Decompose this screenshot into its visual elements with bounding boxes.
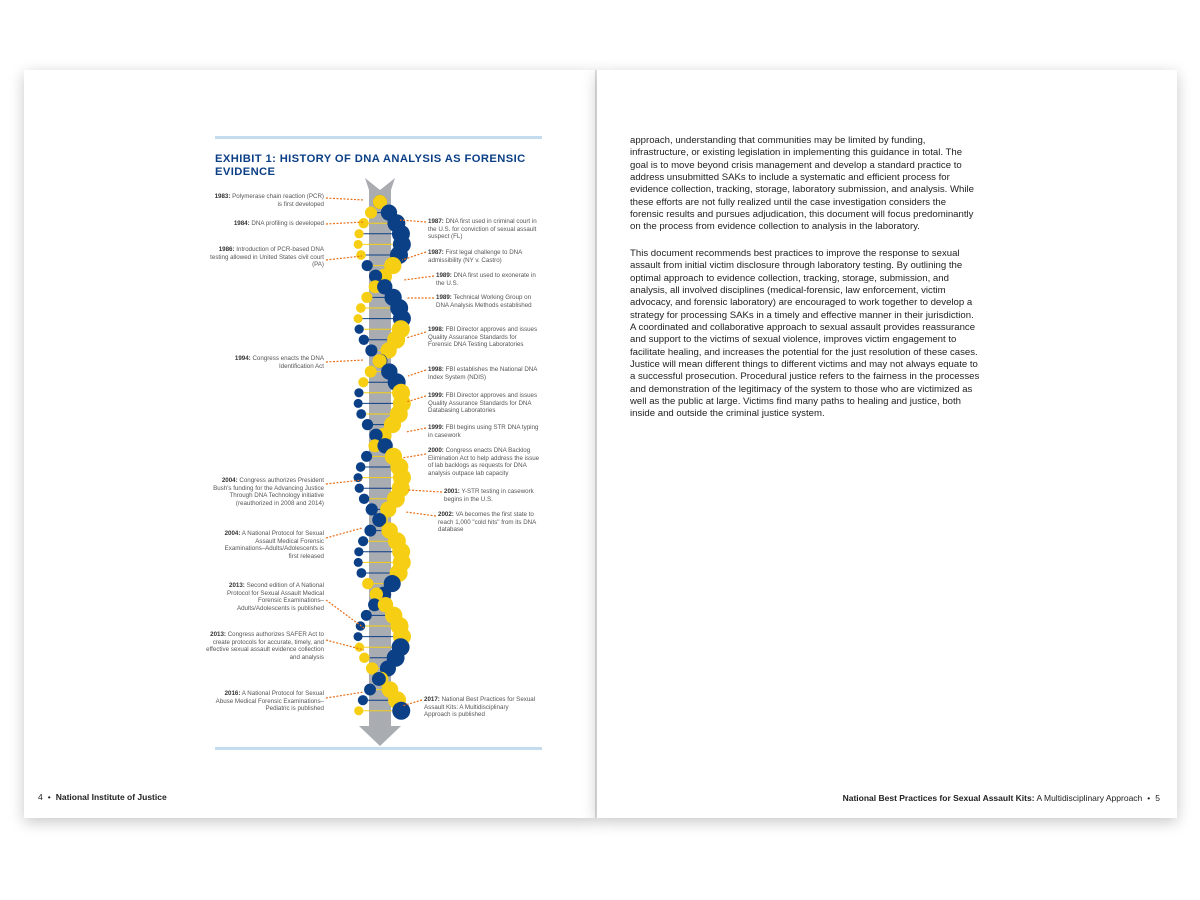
page-number: 5 bbox=[1155, 793, 1160, 803]
timeline-event-1987-court: 1987: DNA first used in criminal court in the U.S. for conviction of sexual assault suspect (FL) bbox=[428, 218, 537, 241]
footer-publisher: National Institute of Justice bbox=[55, 792, 167, 802]
helix-node bbox=[361, 451, 372, 462]
helix-node bbox=[365, 344, 377, 356]
timeline-event-1986: 1986: Introduction of PCR-based DNA testing allowed in United States civil court (PA) bbox=[210, 246, 324, 269]
helix-node bbox=[356, 409, 366, 419]
helix-node bbox=[354, 706, 363, 715]
helix-node bbox=[354, 632, 363, 641]
timeline-event-2004-protocol: 2004: A National Protocol for Sexual Assault Medical Forensic Examinations–Adults/Adolescents is first released bbox=[224, 530, 324, 560]
helix-node bbox=[362, 578, 373, 589]
helix-node bbox=[356, 568, 366, 578]
timeline-event-2001: 2001: Y-STR testing in casework begins in the U.S. bbox=[444, 488, 534, 503]
timeline-connector bbox=[326, 528, 362, 538]
helix-node bbox=[366, 503, 378, 515]
timeline-event-1998-qas: 1998: FBI Director approves and issues Quality Assurance Standards for Forensic DNA Testing Laboratories bbox=[428, 326, 538, 349]
timeline-connector bbox=[408, 370, 426, 376]
timeline-event-2004-funding: 2004: Congress authorizes President Bush's funding for the Advancing Justice Through DNA Technology initiative (reauthorized in 2008 and 2014) bbox=[213, 477, 324, 507]
left-page bbox=[24, 70, 596, 818]
timeline-event-1984: 1984: DNA profiling is developed bbox=[233, 220, 324, 227]
helix-node bbox=[362, 419, 373, 430]
helix-node bbox=[355, 325, 364, 334]
timeline-event-2016: 2016: A National Protocol for Sexual Abuse Medical Forensic Examinations–Pediatric is published bbox=[215, 690, 324, 713]
helix-node bbox=[354, 399, 363, 408]
helix-node bbox=[356, 303, 366, 313]
timeline-connector bbox=[408, 490, 442, 492]
footer-bullet: • bbox=[47, 792, 51, 802]
helix-node bbox=[358, 218, 368, 228]
helix-node bbox=[358, 536, 368, 546]
timeline-event-1989-twgdam: 1989: Technical Working Group on DNA Analysis Methods established bbox=[436, 294, 532, 309]
footer-bullet: • bbox=[1147, 793, 1151, 803]
timeline-event-1989-exonerate: 1989: DNA first used to exonerate in the U.S. bbox=[436, 272, 536, 287]
footer-title-bold: National Best Practices for Sexual Assault Kits: bbox=[842, 793, 1035, 803]
helix-node bbox=[361, 292, 372, 303]
helix-node bbox=[362, 260, 373, 271]
right-page bbox=[597, 70, 1177, 818]
helix-node bbox=[354, 229, 363, 238]
timeline-connector bbox=[404, 276, 434, 280]
timeline-event-1999-qas: 1999: FBI Director approves and issues Quality Assurance Standards for DNA Databasing Laboratories bbox=[428, 392, 538, 415]
timeline-connector bbox=[326, 198, 364, 200]
timeline-event-2013-safer: 2013: Congress authorizes SAFER Act to create protocols for accurate, timely, and effective sexual assault evidence collection and analysis bbox=[206, 631, 324, 661]
helix-node bbox=[358, 377, 368, 387]
helix-node bbox=[365, 207, 377, 219]
helix-node bbox=[372, 672, 386, 686]
timeline-connector bbox=[326, 222, 364, 224]
timeline-event-1999-str: 1999: FBI begins using STR DNA typing in casework bbox=[428, 424, 539, 439]
helix-node bbox=[356, 250, 366, 260]
timeline-event-2013-protocol: 2013: Second edition of A National Protocol for Sexual Assault Medical Forensic Examinations–Adults/Adolescents is published bbox=[227, 582, 324, 612]
helix-node bbox=[354, 240, 363, 249]
timeline-connector bbox=[326, 600, 364, 628]
helix-node bbox=[354, 547, 363, 556]
helix-node bbox=[364, 525, 376, 537]
timeline-connector bbox=[326, 692, 364, 698]
timeline-connector bbox=[326, 360, 364, 362]
timeline-event-2000: 2000: Congress enacts DNA Backlog Elimination Act to help address the issue of lab backlogs as requests for DNA analysis outpace lab capacity bbox=[428, 447, 540, 477]
left-page-footer bbox=[38, 792, 167, 802]
exhibit-bottom-rule bbox=[215, 747, 542, 750]
timeline-event-2017: 2017: National Best Practices for Sexual Assault Kits: A Multidisciplinary Approach is published bbox=[424, 696, 536, 719]
page-number: 4 bbox=[38, 792, 43, 802]
timeline-event-2002: 2002: VA becomes the first state to reach 1,000 "cold hits" from its DNA database bbox=[438, 511, 536, 534]
timeline-connector bbox=[402, 454, 426, 458]
helix-node bbox=[359, 653, 370, 664]
exhibit-title: EXHIBIT 1: HISTORY OF DNA ANALYSIS AS FORENSIC EVIDENCE bbox=[215, 153, 526, 178]
body-paragraph-2: This document recommends best practices to improve the response to sexual assault from initial victim disclosure through laboratory testing. By outlining the optimal approach to evidence collection, tracking, storage, submission, and analysis, all involved disciplines (medical-forensic, law enforcement, victim advocacy, and forensic laboratory) are encouraged to work together to develop a strategy for processing SAKs in a timely and effective manner in their jurisdiction. A coordinated and collaborative approach to sexual assault provides reassurance and support to the victims of sexual violence, improves victim engagement to facilitate healing, and increases the potential for the just resolution of these cases. Justice will mean different things to different victims and may not always equate to a successful prosecution. Procedural justice refers to the fairness in the processes and demonstration of the legitimacy of the system to those who are victimized as well as the public at large. Victims find many paths to healing and justice, both inside and outside the criminal justice system. bbox=[630, 248, 980, 420]
helix-node bbox=[354, 388, 363, 397]
timeline-event-1998-ndis: 1998: FBI establishes the National DNA Index System (NDIS) bbox=[428, 366, 538, 381]
helix-node bbox=[354, 558, 363, 567]
timeline-event-1987-challenge: 1987: First legal challenge to DNA admissibility (NY v. Castro) bbox=[428, 249, 522, 264]
timeline-event-1994: 1994: Congress enacts the DNA Identification Act bbox=[234, 355, 324, 370]
helix-node bbox=[354, 314, 363, 323]
timeline-connector bbox=[406, 428, 426, 432]
helix-node bbox=[361, 610, 372, 621]
timeline-connector bbox=[406, 512, 436, 516]
helix-node bbox=[364, 684, 376, 696]
helix-node bbox=[356, 462, 366, 472]
helix-node bbox=[358, 695, 368, 705]
timeline-event-1983: 1983: Polymerase chain reaction (PCR) is first developed bbox=[214, 193, 324, 208]
body-paragraph-1: approach, understanding that communities may be limited by funding, infrastructure, or existing legislation in implementing this guidance in total. The goal is to move beyond crisis management and develop a standard practice to address unsubmitted SAKs to include a systematic and efficient process for evidence collection, tracking, storage, laboratory submission, and analysis. While these efforts are not fully realized until the case investigation considers the forensic results and pursues adjudication, this document will focus predominantly on the process from evidence collection to analysis in the laboratory. bbox=[630, 135, 974, 233]
helix-node bbox=[359, 335, 369, 345]
footer-title-rest: A Multidisciplinary Approach bbox=[1036, 793, 1143, 803]
helix-node bbox=[359, 494, 369, 504]
helix-node bbox=[365, 366, 377, 378]
helix-node bbox=[355, 643, 364, 652]
helix-node bbox=[355, 484, 364, 493]
right-page-footer bbox=[843, 793, 1160, 803]
